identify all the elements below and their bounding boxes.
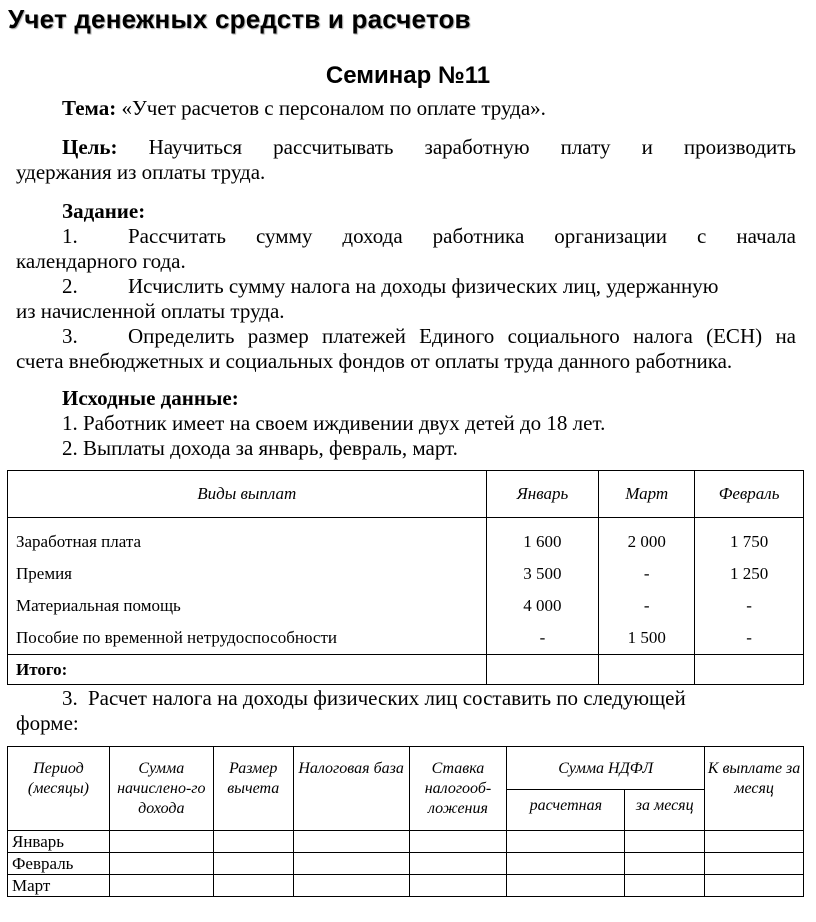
task-item-text: Исчислить сумму налога на доходы физических лиц, удержанную [128, 274, 719, 298]
goal-line-1 [16, 135, 796, 160]
tax-cell [213, 875, 293, 897]
tax-cell [507, 853, 625, 875]
tax-cell [293, 853, 409, 875]
payments-total-row [8, 655, 804, 685]
task-item-3 [16, 324, 796, 349]
march-value: 2 000 [627, 532, 666, 551]
march-value: - [643, 564, 650, 583]
initial-item-2: 2. Выплаты дохода за январь, февраль, март. [62, 436, 458, 460]
tax-cell [109, 831, 213, 853]
month-label: Январь [8, 831, 110, 853]
task-item-text: Определить размер платежей Единого социального налога (ЕСН) на [128, 324, 796, 348]
task-item-3-cont: счета внебюджетных и социальных фондов от оплаты труда данного работника. [16, 349, 733, 373]
january-value: - [539, 628, 546, 647]
task-item-1-cont: календарного года. [16, 249, 186, 273]
tax-row-february [8, 853, 804, 875]
january-values-cell [486, 518, 599, 655]
tax-cell [705, 831, 804, 853]
tax-cell [409, 831, 507, 853]
tax-cell [109, 853, 213, 875]
header-payment-type: Виды выплат [8, 471, 487, 518]
header-february: Февраль [695, 471, 804, 518]
task-item-text: Рассчитать сумму дохода работника организации с начала [128, 224, 796, 248]
payment-type: Пособие по временной нетрудоспособности [16, 628, 337, 647]
march-value: 1 500 [627, 628, 666, 647]
section-3-line-2: форме: [16, 711, 79, 735]
header-payout: К выплате за месяц [705, 747, 804, 831]
section-3-text: Расчет налога на доходы физических лиц составить по следующей [88, 686, 686, 710]
march-value: - [643, 596, 650, 615]
tax-cell [507, 875, 625, 897]
section-3-line-1 [16, 686, 796, 711]
tax-cell [625, 831, 705, 853]
tax-cell [705, 853, 804, 875]
total-label: Итого: [8, 655, 487, 685]
initial-data-label: Исходные данные: [62, 386, 239, 410]
header-ndfl-sum: Сумма НДФЛ [507, 747, 705, 790]
topic-label: Тема: [62, 96, 117, 120]
month-label: Февраль [8, 853, 110, 875]
tax-cell [293, 831, 409, 853]
task-item-number: 3. [62, 324, 78, 348]
goal-text: Научиться рассчитывать заработную плату и производить [148, 135, 797, 159]
tax-header-row [8, 747, 804, 790]
task-item-number: 2. [62, 274, 78, 298]
total-february [695, 655, 804, 685]
payment-type: Заработная плата [16, 532, 142, 551]
tax-cell [625, 875, 705, 897]
tax-row-march [8, 875, 804, 897]
tax-cell [625, 853, 705, 875]
task-item-1 [16, 224, 796, 249]
topic-paragraph [16, 96, 796, 121]
tax-cell [705, 875, 804, 897]
january-value: 4 000 [523, 596, 562, 615]
january-value: 3 500 [523, 564, 562, 583]
task-label: Задание: [62, 199, 146, 223]
header-ndfl-calculated: расчетная [507, 790, 625, 831]
header-march: Март [599, 471, 695, 518]
header-accrued-income: Сумма начислено-го дохода [109, 747, 213, 831]
topic-text: «Учет расчетов с персоналом по оплате труда». [121, 96, 546, 120]
january-value: 1 600 [523, 532, 562, 551]
february-value: - [746, 596, 752, 615]
payments-header-row [8, 471, 804, 518]
task-item-number: 1. [62, 224, 78, 248]
document-body [16, 96, 796, 461]
header-deduction: Размер вычета [213, 747, 293, 831]
task-item-2-cont: из начисленной оплаты труда. [16, 299, 285, 323]
tax-cell [409, 875, 507, 897]
section-3 [16, 686, 796, 736]
payments-table [7, 470, 804, 685]
tax-cell [409, 853, 507, 875]
task-item-2 [16, 274, 796, 299]
february-value: - [746, 628, 752, 647]
goal-label: Цель: [62, 135, 118, 159]
payment-type: Премия [16, 564, 72, 583]
section-3-number: 3. [62, 686, 78, 710]
march-values-cell [599, 518, 695, 655]
february-values-cell [695, 518, 804, 655]
header-january: Январь [486, 471, 599, 518]
tax-cell [109, 875, 213, 897]
tax-cell [213, 831, 293, 853]
header-ndfl-month: за месяц [625, 790, 705, 831]
initial-item-1: 1. Работник имеет на своем иждивении двух детей до 18 лет. [62, 411, 606, 435]
february-value: 1 250 [729, 564, 769, 583]
total-march [599, 655, 695, 685]
document-heading: Учет денежных средств и расчетов [8, 4, 471, 34]
payments-body-row [8, 518, 804, 655]
header-tax-rate: Ставка налогооб-ложения [409, 747, 507, 831]
seminar-title: Семинар №11 [325, 62, 491, 89]
payment-types-cell [8, 518, 487, 655]
total-january [486, 655, 599, 685]
tax-cell [213, 853, 293, 875]
goal-line-2: удержания из оплаты труда. [16, 160, 266, 184]
tax-table [7, 746, 804, 897]
header-period: Период (месяцы) [8, 747, 110, 831]
month-label: Март [8, 875, 110, 897]
february-value: 1 750 [729, 532, 769, 551]
tax-row-january [8, 831, 804, 853]
payment-type: Материальная помощь [16, 596, 181, 615]
tax-cell [293, 875, 409, 897]
tax-cell [507, 831, 625, 853]
header-tax-base: Налоговая база [293, 747, 409, 831]
